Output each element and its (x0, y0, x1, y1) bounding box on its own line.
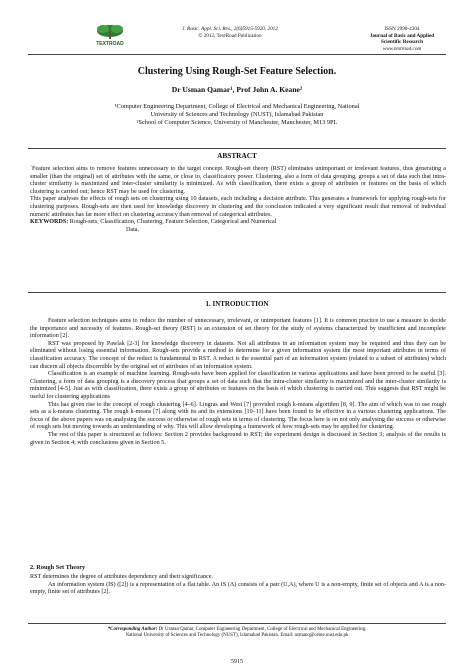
footnote-rule (28, 623, 446, 624)
footnote-label: *Corresponding Author: (107, 627, 158, 632)
section-heading-introduction: 1. INTRODUCTION (205, 300, 269, 308)
logo-text: TEXTROAD (96, 41, 124, 47)
keywords-list: Rough-sets, Classification, Clustering, Feature Selection, Categorical and Numerical (69, 219, 277, 226)
abstract-paragraph: This paper analyses the effects of rough sets on clustering using 10 datasets, each including a decision attribute. This generates a framework for applying rough-sets for clustering purposes. Rough-sets are then used for knowledge discovery in clustering and the conclusion indicated a very significant result that removal of individual numeric attributes has far more effect on clustering accuracy than removal of categorical attributes. (30, 196, 446, 218)
body-paragraph: RST was proposed by Pawlak [2-3] for knowledge discovery in datasets. Not all attributes in an information system may be required and thus they can be eliminated without losing essential information. Rough-sets provide a method to determine for a given information system the most important attributes in terms of classification accuracy. The concept of the reduct is fundamental in RST. A reduct is the essential part of an information system (related to a subset of attributes) which can discern all objects discernible by the original set of attributes of an information system. (30, 340, 446, 370)
journal-name-1: Journal of Basic and Applied (369, 32, 435, 39)
body-paragraph: Feature selection techniques aims to reduce the number of unnecessary, irrelevant, or unimportant features [1]. It is common practice to use a measure to decide the importance and necessity of features. Rough-set theory (RST) is an extension of set theory for the study of systems characterized by insufficient and incomplete information [2]. (30, 318, 446, 340)
keywords-label: KEYWORDS: (30, 219, 69, 226)
journal-name-2: Scientific Research (380, 39, 424, 46)
abstract-top-rule (28, 148, 446, 149)
journal-citation (140, 26, 320, 40)
footnote-text: Dr Usman Qamar, Computer Engineering Department, College of Electrical and Mechanical Engineering, (157, 627, 367, 632)
abstract-heading: ABSTRACT (217, 151, 257, 160)
affiliation-line: ¹Computer Engineering Department, College of Electrical and Mechanical Engineering, National (114, 103, 360, 110)
footnote-line2: National University of Sciences and Technology (NUST), Islamabad Pakistan. Email: usmanq@ceme.nust.edu.pk (125, 633, 349, 639)
paper-authors: Dr Usman Qamar¹, Prof John A. Keane² (171, 85, 303, 94)
header-rule (28, 54, 446, 55)
affiliations (60, 103, 414, 128)
rough-set-body (30, 574, 446, 597)
keywords-cont: Data. (126, 226, 140, 233)
keywords (30, 219, 446, 234)
body-paragraph: RST determines the degree of attributes dependency and their significance. (30, 574, 213, 580)
abstract-paragraph: `Feature selection aims to remove features unnecessary to the target concept. Rough-set theory (RST) eliminates unimportant or irrelevant features, thus generating a smaller (than the original) set of attributes with the same, or close to, classificatory power. Clustering, also a form of data grouping, groups a set of data such that intra-cluster similarity is maximized and inter-cluster similarity is minimized. As with classification, there exists a group of attributes or features on the basis of which clustering is carried out; hence RST may be used for clustering. (30, 166, 446, 195)
journal-line: J. Basic. Appl. Sci. Res., 2(6)5915-5920, 2012 (182, 26, 278, 32)
publisher-logo (88, 22, 132, 48)
corresponding-author-footnote (28, 627, 446, 639)
affiliation-line: University of Sciences and Technology (NUST), Islamabad Pakistan (150, 111, 324, 119)
abstract-bottom-rule (28, 292, 446, 293)
body-paragraph: The rest of this paper is structured as follows: Section 2 provides background to RST; the experiment design is discussed in Section 3; analysis of the results is given in Section 4; with conclusions given in Section 5. (30, 431, 446, 446)
issn: ISSN 2090-4304 (384, 26, 420, 32)
paper-title: Clustering Using Rough-Set Feature Selection. (137, 66, 337, 77)
journal-info (346, 26, 458, 52)
section-heading-rough-set-theory: 2. Rough Set Theory (30, 564, 86, 571)
journal-website[interactable]: www.textroad.com (382, 45, 422, 52)
introduction-body (30, 318, 446, 447)
page-number: 5915 (231, 659, 243, 665)
body-paragraph: This has given rise to the concept of rough clustering [4–6]. Lingras and West [7] provided rough k-means algorithm [8, 9]. The aim of which was to use rough sets as a k-means clustering. The rough k-means [7] along with its and its extensions [10–11] have been found to be effective in a various clustering applications. The focus of the above papers was on analysing the success or otherwise of rough sets in terms of clustering. The focus here is on not only analysing the success or otherwise of rough sets but moving towards an understanding of why. This will allow developing a framework of how rough-sets may be applied for clustering. (30, 401, 446, 431)
affiliation-line: ²School of Computer Science, University of Manchester, Manchester, M13 9PL (136, 119, 338, 127)
abstract-body (30, 166, 446, 234)
body-paragraph: Classification is an example of machine learning. Rough-sets have been applied for classification in various applications and have been proved to be useful [3]. Clustering, a form of data grouping is a discovery process that groups a set of data such that the intra-cluster similarity is maximized and the inter-cluster similarity is minimized [4-5]. Just as with classification, there exists a group of attributes or features on the basis of which clustering is carried out. This suggests that RST might be useful for clustering applications (30, 371, 446, 400)
body-paragraph: An information system (IS) ([2]) is a representation of a flat table. An IS (Λ) consists of a pair (U,A), where U is a non-empty, finite set of objects and A is a non-empty, finite set of attributes [2]. (30, 581, 446, 596)
copyright-line: © 2012, TextRoad Publication (198, 33, 262, 39)
